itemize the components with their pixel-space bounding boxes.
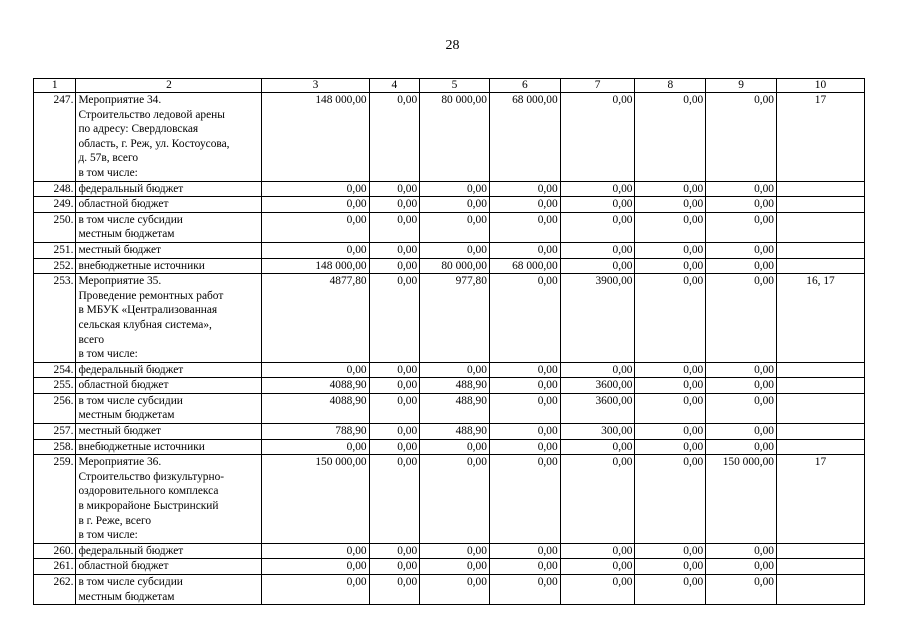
cell-col7: 0,00	[560, 212, 635, 242]
item-name	[76, 439, 262, 455]
item-name-line: областной бюджет	[78, 560, 169, 573]
cell-col4: 0,00	[369, 424, 420, 440]
item-name-line: Мероприятие 36.	[78, 456, 162, 469]
item-name-line: в том числе:	[78, 529, 138, 542]
cell-col5: 0,00	[420, 212, 490, 242]
cell-note: 17	[777, 93, 865, 182]
cell-col6: 68 000,00	[489, 93, 560, 182]
item-name	[76, 258, 262, 274]
cell-total: 0,00	[262, 575, 369, 605]
table-row	[34, 424, 865, 440]
cell-col8: 0,00	[635, 543, 706, 559]
cell-col9: 150 000,00	[706, 455, 777, 544]
cell-total: 0,00	[262, 362, 369, 378]
cell-col7: 0,00	[560, 197, 635, 213]
cell-col6: 0,00	[489, 393, 560, 423]
cell-note	[777, 362, 865, 378]
cell-col6: 0,00	[489, 274, 560, 363]
cell-col6: 0,00	[489, 455, 560, 544]
cell-col5: 0,00	[420, 575, 490, 605]
cell-col4: 0,00	[369, 93, 420, 182]
table-row	[34, 543, 865, 559]
item-name-line: всего	[78, 333, 105, 346]
column-header: 2	[76, 79, 262, 93]
cell-col5: 80 000,00	[420, 93, 490, 182]
cell-col4: 0,00	[369, 242, 420, 258]
cell-col6: 0,00	[489, 543, 560, 559]
cell-col9: 0,00	[706, 181, 777, 197]
budget-table	[33, 78, 865, 605]
item-name	[76, 393, 262, 423]
cell-col8: 0,00	[635, 378, 706, 394]
item-name	[76, 543, 262, 559]
cell-total: 150 000,00	[262, 455, 369, 544]
cell-col5: 488,90	[420, 378, 490, 394]
cell-col7: 3900,00	[560, 274, 635, 363]
row-number: 247.	[34, 93, 76, 182]
cell-col7: 0,00	[560, 575, 635, 605]
item-name	[76, 362, 262, 378]
cell-col7: 3600,00	[560, 378, 635, 394]
row-number: 251.	[34, 242, 76, 258]
item-name-line: в МБУК «Централизованная	[78, 304, 218, 317]
column-header: 3	[262, 79, 369, 93]
cell-note	[777, 424, 865, 440]
cell-total: 148 000,00	[262, 258, 369, 274]
column-header: 9	[706, 79, 777, 93]
item-name-line: федеральный бюджет	[78, 182, 184, 195]
cell-col6: 0,00	[489, 424, 560, 440]
cell-total: 0,00	[262, 197, 369, 213]
cell-col5: 80 000,00	[420, 258, 490, 274]
item-name-line: сельская клубная система»,	[78, 318, 212, 331]
item-name	[76, 455, 262, 544]
column-header: 7	[560, 79, 635, 93]
cell-col7: 0,00	[560, 258, 635, 274]
cell-note	[777, 575, 865, 605]
cell-total: 4088,90	[262, 378, 369, 394]
cell-note	[777, 242, 865, 258]
cell-col9: 0,00	[706, 197, 777, 213]
row-number: 258.	[34, 439, 76, 455]
item-name-line: Строительство ледовой арены	[78, 108, 225, 121]
cell-col8: 0,00	[635, 181, 706, 197]
table-row	[34, 181, 865, 197]
item-name-line: в микрорайоне Быстринский	[78, 500, 219, 513]
item-name-line: по адресу: Свердловская	[78, 123, 199, 136]
cell-col4: 0,00	[369, 258, 420, 274]
cell-note	[777, 378, 865, 394]
cell-col4: 0,00	[369, 543, 420, 559]
cell-col9: 0,00	[706, 378, 777, 394]
cell-col8: 0,00	[635, 455, 706, 544]
item-name-line: в г. Реже, всего	[78, 514, 152, 527]
table-row	[34, 93, 865, 182]
cell-col7: 300,00	[560, 424, 635, 440]
cell-note	[777, 258, 865, 274]
cell-col9: 0,00	[706, 439, 777, 455]
cell-col9: 0,00	[706, 575, 777, 605]
cell-col4: 0,00	[369, 378, 420, 394]
item-name-line: в том числе субсидии	[78, 576, 183, 588]
cell-col5: 0,00	[420, 455, 490, 544]
item-name-line: местный бюджет	[78, 425, 162, 438]
item-name	[76, 242, 262, 258]
table-row	[34, 559, 865, 575]
cell-total: 0,00	[262, 212, 369, 242]
cell-col9: 0,00	[706, 559, 777, 575]
cell-col7: 0,00	[560, 559, 635, 575]
item-name	[76, 197, 262, 213]
item-name-line: Строительство физкультурно-	[78, 470, 225, 483]
table-row	[34, 575, 865, 605]
item-name-line: оздоровительного комплекса	[78, 485, 219, 498]
cell-col7: 0,00	[560, 181, 635, 197]
item-name	[76, 212, 262, 242]
item-name	[76, 378, 262, 394]
table-row	[34, 439, 865, 455]
cell-col9: 0,00	[706, 242, 777, 258]
table-row	[34, 197, 865, 213]
cell-col5: 0,00	[420, 543, 490, 559]
table-row	[34, 212, 865, 242]
item-name	[76, 181, 262, 197]
row-number: 261.	[34, 559, 76, 575]
item-name-line: в том числе субсидии	[78, 394, 183, 407]
cell-col7: 0,00	[560, 455, 635, 544]
cell-col8: 0,00	[635, 258, 706, 274]
cell-col4: 0,00	[369, 197, 420, 213]
cell-col5: 0,00	[420, 197, 490, 213]
column-header: 6	[489, 79, 560, 93]
item-name-line: в том числе:	[78, 166, 138, 179]
item-name-line: местным бюджетам	[78, 590, 175, 603]
cell-note: 16, 17	[777, 274, 865, 363]
cell-col8: 0,00	[635, 197, 706, 213]
cell-col6: 0,00	[489, 362, 560, 378]
cell-col4: 0,00	[369, 559, 420, 575]
cell-total: 4088,90	[262, 393, 369, 423]
item-name	[76, 575, 262, 605]
cell-note: 17	[777, 455, 865, 544]
cell-col8: 0,00	[635, 439, 706, 455]
cell-col8: 0,00	[635, 274, 706, 363]
cell-col8: 0,00	[635, 559, 706, 575]
row-number: 262.	[34, 575, 76, 605]
item-name	[76, 559, 262, 575]
cell-note	[777, 559, 865, 575]
cell-col5: 488,90	[420, 393, 490, 423]
item-name-line: местным бюджетам	[78, 409, 175, 422]
cell-col5: 488,90	[420, 424, 490, 440]
row-number: 249.	[34, 197, 76, 213]
cell-col6: 0,00	[489, 559, 560, 575]
item-name-line: федеральный бюджет	[78, 363, 184, 376]
table-body	[34, 93, 865, 605]
cell-col5: 0,00	[420, 242, 490, 258]
cell-col7: 0,00	[560, 362, 635, 378]
table-row	[34, 242, 865, 258]
cell-col7: 0,00	[560, 543, 635, 559]
item-name-line: местный бюджет	[78, 243, 162, 256]
cell-col6: 0,00	[489, 439, 560, 455]
cell-col9: 0,00	[706, 93, 777, 182]
cell-col9: 0,00	[706, 212, 777, 242]
column-header: 5	[420, 79, 490, 93]
cell-col4: 0,00	[369, 393, 420, 423]
cell-col5: 0,00	[420, 181, 490, 197]
cell-col6: 0,00	[489, 181, 560, 197]
item-name	[76, 93, 262, 182]
item-name-line: в том числе субсидии	[78, 213, 183, 226]
cell-col7: 0,00	[560, 93, 635, 182]
item-name-line: Мероприятие 34.	[78, 94, 162, 106]
cell-col4: 0,00	[369, 212, 420, 242]
cell-col5: 0,00	[420, 559, 490, 575]
item-name	[76, 424, 262, 440]
cell-col9: 0,00	[706, 543, 777, 559]
item-name-line: область, г. Реж, ул. Костоусова,	[78, 137, 230, 150]
item-name-line: областной бюджет	[78, 379, 169, 392]
table-row	[34, 378, 865, 394]
cell-col4: 0,00	[369, 455, 420, 544]
cell-note	[777, 393, 865, 423]
cell-col9: 0,00	[706, 424, 777, 440]
page-number: 28	[445, 38, 460, 53]
cell-col4: 0,00	[369, 575, 420, 605]
cell-col7: 3600,00	[560, 393, 635, 423]
cell-col8: 0,00	[635, 242, 706, 258]
cell-col8: 0,00	[635, 93, 706, 182]
cell-col6: 68 000,00	[489, 258, 560, 274]
cell-col8: 0,00	[635, 393, 706, 423]
table-row	[34, 258, 865, 274]
item-name-line: в том числе:	[78, 348, 138, 361]
row-number: 255.	[34, 378, 76, 394]
table-row	[34, 455, 865, 544]
cell-col9: 0,00	[706, 274, 777, 363]
cell-col6: 0,00	[489, 197, 560, 213]
table-row	[34, 362, 865, 378]
item-name-line: внебюджетные источники	[78, 440, 205, 453]
item-name-line: местным бюджетам	[78, 228, 175, 241]
cell-col6: 0,00	[489, 242, 560, 258]
row-number: 257.	[34, 424, 76, 440]
cell-col4: 0,00	[369, 362, 420, 378]
cell-col5: 0,00	[420, 362, 490, 378]
row-number: 254.	[34, 362, 76, 378]
cell-col7: 0,00	[560, 439, 635, 455]
item-name-line: областной бюджет	[78, 198, 169, 211]
table-row	[34, 274, 865, 363]
cell-total: 4877,80	[262, 274, 369, 363]
item-name-line: Мероприятие 35.	[78, 275, 162, 288]
item-name-line: федеральный бюджет	[78, 544, 184, 557]
cell-total: 148 000,00	[262, 93, 369, 182]
item-name-line: внебюджетные источники	[78, 259, 205, 272]
cell-col5: 977,80	[420, 274, 490, 363]
row-number: 259.	[34, 455, 76, 544]
cell-col8: 0,00	[635, 212, 706, 242]
cell-total: 0,00	[262, 181, 369, 197]
column-header: 4	[369, 79, 420, 93]
cell-col9: 0,00	[706, 258, 777, 274]
table-row	[34, 393, 865, 423]
row-number: 252.	[34, 258, 76, 274]
cell-col9: 0,00	[706, 393, 777, 423]
cell-col6: 0,00	[489, 575, 560, 605]
cell-col6: 0,00	[489, 378, 560, 394]
row-number: 250.	[34, 212, 76, 242]
cell-total: 0,00	[262, 242, 369, 258]
cell-col4: 0,00	[369, 439, 420, 455]
cell-col7: 0,00	[560, 242, 635, 258]
cell-col4: 0,00	[369, 181, 420, 197]
cell-total: 0,00	[262, 559, 369, 575]
cell-total: 0,00	[262, 439, 369, 455]
item-name	[76, 274, 262, 363]
cell-col8: 0,00	[635, 424, 706, 440]
row-number: 248.	[34, 181, 76, 197]
column-header: 10	[777, 79, 865, 93]
row-number: 253.	[34, 274, 76, 363]
column-header: 1	[34, 79, 76, 93]
cell-note	[777, 181, 865, 197]
cell-col6: 0,00	[489, 212, 560, 242]
cell-note	[777, 197, 865, 213]
cell-total: 788,90	[262, 424, 369, 440]
cell-col8: 0,00	[635, 362, 706, 378]
column-header: 8	[635, 79, 706, 93]
cell-note	[777, 439, 865, 455]
cell-col8: 0,00	[635, 575, 706, 605]
cell-total: 0,00	[262, 543, 369, 559]
row-number: 260.	[34, 543, 76, 559]
row-number: 256.	[34, 393, 76, 423]
cell-col4: 0,00	[369, 274, 420, 363]
table-header-row	[34, 79, 865, 93]
cell-note	[777, 212, 865, 242]
cell-note	[777, 543, 865, 559]
item-name-line: д. 57в, всего	[78, 152, 139, 165]
item-name-line: Проведение ремонтных работ	[78, 289, 224, 302]
cell-col5: 0,00	[420, 439, 490, 455]
cell-col9: 0,00	[706, 362, 777, 378]
